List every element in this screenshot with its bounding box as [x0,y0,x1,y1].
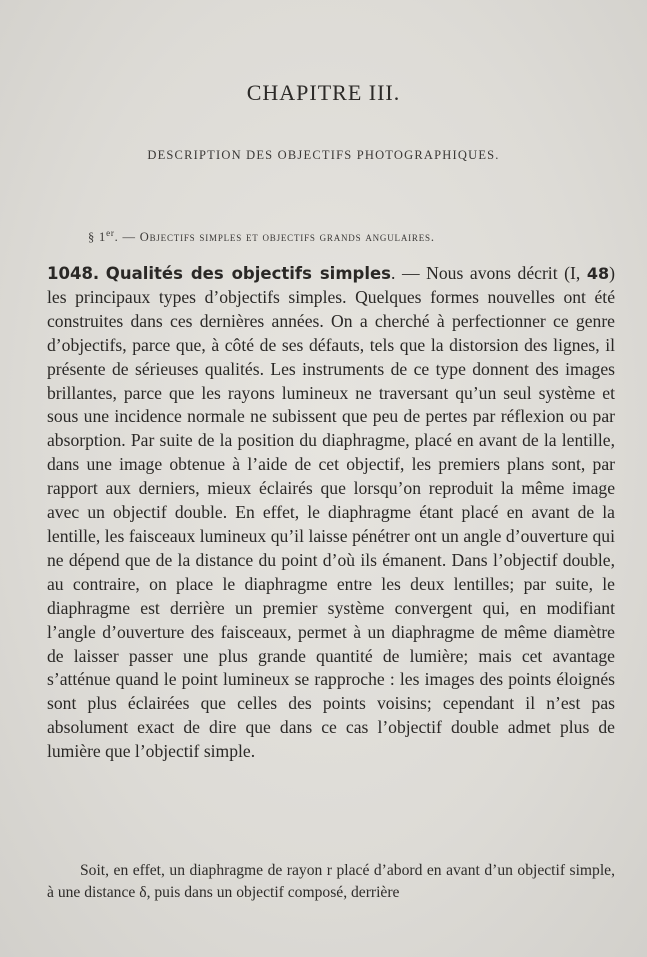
chapter-title: CHAPITRE III. [246,80,401,105]
paragraph-number: 1048. [47,264,100,283]
paragraph-2: Soit, en effet, un diaphragme de rayon r placé d’abord en avant d’un objectif simple, à une distance δ, puis dans un objectif composé, derrière [47,862,615,901]
paragraph-heading: Qualités des objectifs simples [105,264,391,283]
section-number: 1 [99,230,107,245]
section-dash: — [118,230,140,245]
section-title: Objectifs simples et objectifs grands angulaires. [139,230,435,245]
paragraph-body: ) les principaux types d’objectifs simples. Quelques formes nouvelles ont été construites dans ces dernières années. On a cherché à perfectionner ce genre d’objectifs, parce que, à côté de ses défauts, tels que la distorsion des lignes, il présente de sérieuses qualités. Les instruments de ce type donnent des images brillantes, parce que les rayons lumineux ne traversant qu’un seul système et sous une incidence normale ne subissent que peu de pertes par réflexion ou par absorption. Par suite de la position du diaphragme, placé en avant de la lentille, dans une image obtenue à l’aide de cet objectif, les premiers plans sont, par rapport aux derniers, mieux éclairés que lorsqu’on reproduit la même image avec un objectif double. En effet, le diaphragme étant placé en avant de la lentille, les faisceaux lumineux qu’il laisse pénétrer ont un angle d’ouverture qui ne dépend que de la distance du point d’où ils émanent. Dans l’objectif double, au contraire, on place le diaphragme entre les deux lentilles; par suite, le diaphragme est derrière un premier système convergent qui, en modifiant l’angle d’ouverture des faisceaux, permet à un diaphragme de même diamètre de laisser passer une plus grande quantité de lumière; mais cet avantage s’atténue quand le point lumineux se rapproche : les images des points éloignés sont plus éclairées que celles des points voisins; cependant il n’est pas absolument exact de dire que dans ce cas l’objectif double admet plus de lumière que l’objectif simple. [47,263,615,762]
paragraph-lead: . — Nous avons décrit (I, [391,263,587,283]
section-dot: . [114,230,119,245]
section-mark: § [88,230,96,245]
volume-reference: 48 [586,264,610,283]
chapter-subtitle: DESCRIPTION DES OBJECTIFS PHOTOGRAPHIQUES. [147,148,500,162]
section-number-suffix: er [106,228,115,238]
paragraph-1 [47,262,615,764]
section-heading [88,228,607,245]
